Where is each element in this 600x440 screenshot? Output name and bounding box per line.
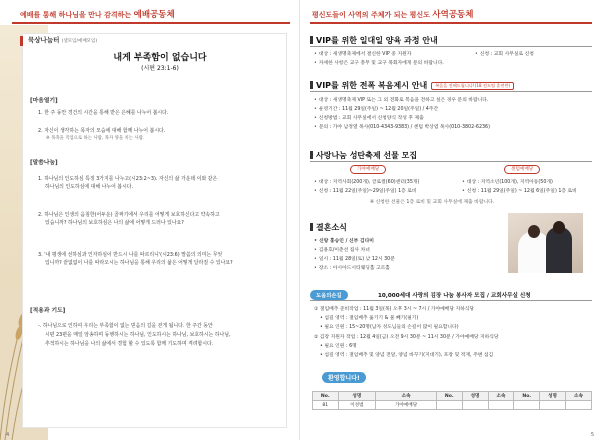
kimchi-step-1-role: • 섬길 영역 : 절임배추 옮기기 & 물 빼기(필기): [320, 316, 419, 321]
wedding-venue: • 장소 : 아시아드시티웨딩홀 고르홀: [314, 266, 390, 271]
section-heading-open: [마음열기]: [30, 98, 58, 104]
gaya-apply: • 신청 : 11월 22일(주일)~29일(주일) 1층 로비: [314, 189, 417, 194]
vip-mentoring-target: • 대상 : 새생명축제에서 결신한 VIP 중 지원자: [314, 52, 412, 57]
wedding-couple: • 신랑 홍승인 / 신부 김다미: [314, 239, 374, 244]
helping-hands-badge: 도움의손길: [310, 290, 348, 300]
apply-line-3: 추적하시는 하나님을 나의 삶에서 경험 할 수 있도록 함께 기도하며 격려합시다.: [45, 341, 214, 347]
left-header: 예배를 통해 하나님을 만나 감격하는 예배공동체: [20, 10, 175, 20]
right-header: 평신도들이 사역의 주체가 되는 평신도 사역공동체: [312, 10, 474, 20]
gaya-campus-tag: 가야예배당: [350, 165, 386, 174]
right-header-rule: [310, 22, 592, 24]
meditation-card: [22, 33, 287, 428]
apply-line-1: -. 하나님으로 인하여 우리는 부족함이 없는 믿음의 길을 걷게 됩니다. 한 주간 동안: [38, 323, 213, 329]
newcomer-table: [312, 391, 592, 410]
kimchi-step-2-role: • 섬길 영역 : 절임배추 및 양념 전달, 양념 바꾸기(지대기), 포장 및 적재, 주변 섬김: [320, 353, 494, 358]
question-2-note: ※ 목축을 직업으로 하는 사람, 목자 양을 치는 사람.: [46, 136, 145, 141]
right-page: [300, 0, 600, 440]
table-row: 81 이성범 가야예배당: [313, 401, 592, 410]
page-number-left: 4: [6, 432, 10, 438]
centum-target: • 대상 : 지역소년(100개), 지역아동(50개): [462, 180, 553, 185]
christmas-gift-title: 사랑나눔 성탄축제 선물 모집: [310, 150, 417, 161]
vip-gospel-period: • 운영기간 : 11월 29일(주일) ~ 12월 20일(주일) / 4주간: [314, 107, 439, 112]
kimchi-step-1-people: • 필요 인원 : 15~20명(남자 성도님들의 손길이 많이 필요합니다): [320, 325, 459, 330]
centum-campus-tag: 센텀예배당: [504, 165, 540, 174]
word-question-1b: 하나님의 인도하심에 대해 나누어 봅시다.: [45, 184, 134, 190]
vip-mentoring-apply: • 신청 : 교회 사무실로 신청: [475, 52, 534, 57]
vip-mentoring-title: VIP를 위한 일대일 양육 과정 안내: [310, 35, 438, 46]
wedding-family: • 김용호/이춘선 집사 차녀: [314, 248, 370, 253]
vip-gospel-method: • 신청방법 : 교회 사무실에서 신청양식 작성 후 제출: [314, 116, 424, 121]
question-1: 1. 한 주 동안 경건의 시간을 통해 받은 은혜를 나누어 봅시다.: [38, 110, 169, 116]
wedding-photo: [508, 213, 583, 273]
scripture-reference: (시편 23:1-6): [141, 65, 179, 72]
divider: [310, 161, 592, 162]
page-number-right: 5: [590, 432, 594, 438]
question-2: 2. 자신이 생각하는 목자의 모습에 대해 함께 나누어 봅시다.: [38, 128, 166, 134]
word-question-2b: 있습니까? 하나님의 보호하심은 나의 삶에 어떻게 드러나 있나요?: [45, 220, 184, 226]
centum-apply: • 신청 : 11월 29일(주일) ~ 12월 6일(주일) 1층 로비: [462, 189, 577, 194]
table-header-row: No. 성명 소속 No. 성명 소속 No. 성명 소속: [313, 392, 592, 401]
divider: [310, 91, 592, 92]
kimchi-step-1: ① 절임배추 준비작업 : 11월 3일(목) 오후 3시 ~ 7시 / 가야예배당 지하식당: [314, 307, 475, 312]
divider: [310, 46, 592, 47]
vip-gospel-target: • 대상 : 새생명축제 VIP 또는 그 외 전화로 복음을 전하고 싶은 경우 문의 바랍니다.: [314, 98, 489, 103]
meditation-tag: 묵상나눔터 (셀모임/예배모임): [20, 36, 97, 46]
section-heading-word: [말씀나눔]: [30, 160, 58, 166]
word-question-2a: 2. 하나님은 인생의 음침한(어두운) 골짜기에서 우리를 어떻게 보호하신다고 약속하고: [38, 212, 220, 218]
gift-submit-note: ※ 신청한 선물은 1층 로비 및 교회 사무실에 제출 바랍니다.: [370, 200, 495, 205]
vip-gospel-contact: • 문의 : 가야 남정열 목사(010-4343-9383) / 센텀 박상엽 목사(010-3802-6236): [314, 125, 490, 130]
left-header-rule: [12, 22, 290, 24]
vip-mentoring-note: • 자세한 사항은 교구 총무 및 교구 목회자에게 문의 바랍니다.: [314, 61, 444, 66]
kimchi-step-2-people: • 필요 인원 : 6명: [320, 344, 357, 349]
meditation-title: 내게 부족함이 없습니다: [113, 53, 207, 63]
word-question-1a: 1. 하나님의 인도하심 특징 3가지를 나누고(시23:2~3). 자신의 삶 가운데 이와 같은: [38, 176, 218, 182]
kimchi-step-2: ② 김장 지원자 작업 : 12월 4일(금) 오전 9시 30분 ~ 11시 30분 / 가야예배당 지하식당: [314, 335, 499, 340]
apply-line-2: 시편 23편을 매일 암송하며 동행하시는 하나님, 인도하시는 하나님, 보호하시는 하나님,: [45, 332, 231, 338]
gaya-target: • 대상 : 지역사회(200개), 글로컬(60)센터(35개): [314, 180, 420, 185]
vip-gospel-title: VIP를 위한 전폭 복음제시 안내 복음을 전해드립니다!(18 전도팀 훈련반): [310, 80, 514, 91]
word-question-3a: 3. '내 평생에 선하심과 인자하심이 반드시 나를 따르리니'(시23:6) 말씀의 의미는 무엇: [38, 252, 223, 258]
section-heading-apply: [적용과 기도]: [30, 308, 66, 314]
kimchi-volunteer-title: 10,000세대 사랑의 김장 나눔 봉사자 모집 / 교회사무실 신청: [378, 293, 531, 299]
wedding-news-title: 결혼소식: [310, 222, 347, 233]
divider: [310, 300, 592, 301]
word-question-3b: 입니까? 끝없없이 나를 따라오시는 하나님을 통해 우리의 삶은 어떻게 달라질 수 있나요?: [45, 260, 233, 266]
newcomer-welcome-badge: 환영합니다!: [322, 372, 366, 383]
wedding-date: • 일시 : 11월 28일(토) 낮 12시 30분: [314, 257, 395, 262]
gospel-pill: 복음을 전해드립니다!(18 전도팀 훈련반): [431, 82, 514, 90]
